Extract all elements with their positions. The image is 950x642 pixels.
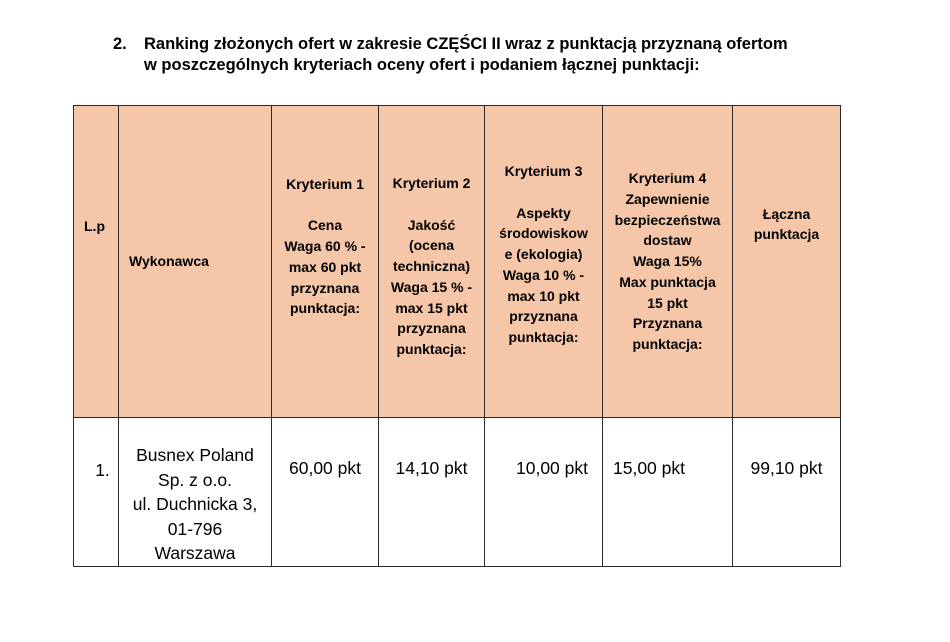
k1-line: Cena <box>307 217 343 234</box>
k3-value: 10,00 pkt <box>516 458 588 478</box>
k2-line: techniczna) <box>392 258 470 275</box>
k4-line: Przyznana <box>632 315 703 332</box>
k1-line: punktacja: <box>289 300 360 317</box>
k1-line: Waga 60 % - <box>284 238 366 255</box>
table-header-row <box>74 106 841 418</box>
k2-value: 14,10 pkt <box>395 458 468 478</box>
cell-k1 <box>272 418 379 567</box>
k3-title: Kryterium 3 <box>504 163 583 180</box>
k4-line: punktacja: <box>632 335 703 352</box>
k4-line: Kryterium 4 <box>628 170 707 187</box>
ranking-table <box>73 105 841 567</box>
cell-total <box>733 418 841 567</box>
k4-line: Max punktacja <box>619 273 716 290</box>
k3-line: e (ekologia) <box>504 246 583 263</box>
k2-title: Kryterium 2 <box>392 175 471 192</box>
k2-line: Waga 15 % - <box>390 278 473 295</box>
cell-k4 <box>603 418 733 567</box>
header-wykonawca <box>119 106 272 418</box>
firm-line: 01-796 <box>167 518 223 539</box>
k2-line: max 15 pkt <box>395 299 468 316</box>
k4-value: 15,00 pkt <box>613 458 685 478</box>
k2-line: Jakość <box>407 216 456 233</box>
header-kryterium-4 <box>603 106 733 418</box>
k3-line: Aspekty <box>516 204 571 221</box>
k1-line: max 60 pkt <box>288 258 362 275</box>
firm-line: Sp. z o.o. <box>158 469 232 490</box>
k3-line: punktacja: <box>508 328 579 345</box>
total-line: Łączna <box>762 205 811 222</box>
header-lp-label: L.p <box>84 217 105 234</box>
k4-line: Zapewnienie <box>625 191 710 208</box>
header-wykonawca-label: Wykonawca <box>129 253 209 270</box>
k1-title: Kryterium 1 <box>286 176 364 193</box>
k4-line: 15 pkt <box>647 294 688 311</box>
k4-line: bezpieczeństwa <box>614 211 721 228</box>
section-heading <box>113 34 853 76</box>
k2-line: przyznana <box>397 320 466 337</box>
k4-line: Waga 15% <box>633 253 702 270</box>
k2-line: (ocena <box>408 237 455 254</box>
section-number: 2. <box>113 35 127 53</box>
k3-line: przyznana <box>509 308 578 325</box>
k1-value: 60,00 pkt <box>289 458 361 478</box>
header-lp <box>74 106 119 418</box>
table-row <box>74 418 841 567</box>
heading-line-1: Ranking złożonych ofert w zakresie CZĘŚCI II wraz z punktacją przyznaną ofertom <box>144 35 788 53</box>
row-lp: 1. <box>95 460 110 480</box>
cell-lp <box>74 418 119 567</box>
k3-line: środowiskow <box>499 225 588 242</box>
k2-line: punktacja: <box>396 340 467 357</box>
total-line: punktacja <box>753 226 820 243</box>
cell-k2 <box>379 418 485 567</box>
firm-line: Warszawa <box>154 543 236 563</box>
firm-line: Busnex Poland <box>136 445 254 465</box>
k4-line: dostaw <box>643 232 692 249</box>
k1-line: przyznana <box>290 279 360 296</box>
cell-wykonawca <box>119 418 272 567</box>
firm-line: ul. Duchnicka 3, <box>132 494 258 514</box>
header-kryterium-2 <box>379 106 485 418</box>
header-kryterium-1 <box>272 106 379 418</box>
k3-line: max 10 pkt <box>507 287 580 304</box>
header-total <box>733 106 841 418</box>
total-value: 99,10 pkt <box>750 458 823 478</box>
cell-k3 <box>485 418 603 567</box>
header-kryterium-3 <box>485 106 603 418</box>
k3-line: Waga 10 % - <box>502 266 585 283</box>
heading-line-2: w poszczególnych kryteriach oceny ofert i podaniem łącznej punktacji: <box>144 56 700 74</box>
